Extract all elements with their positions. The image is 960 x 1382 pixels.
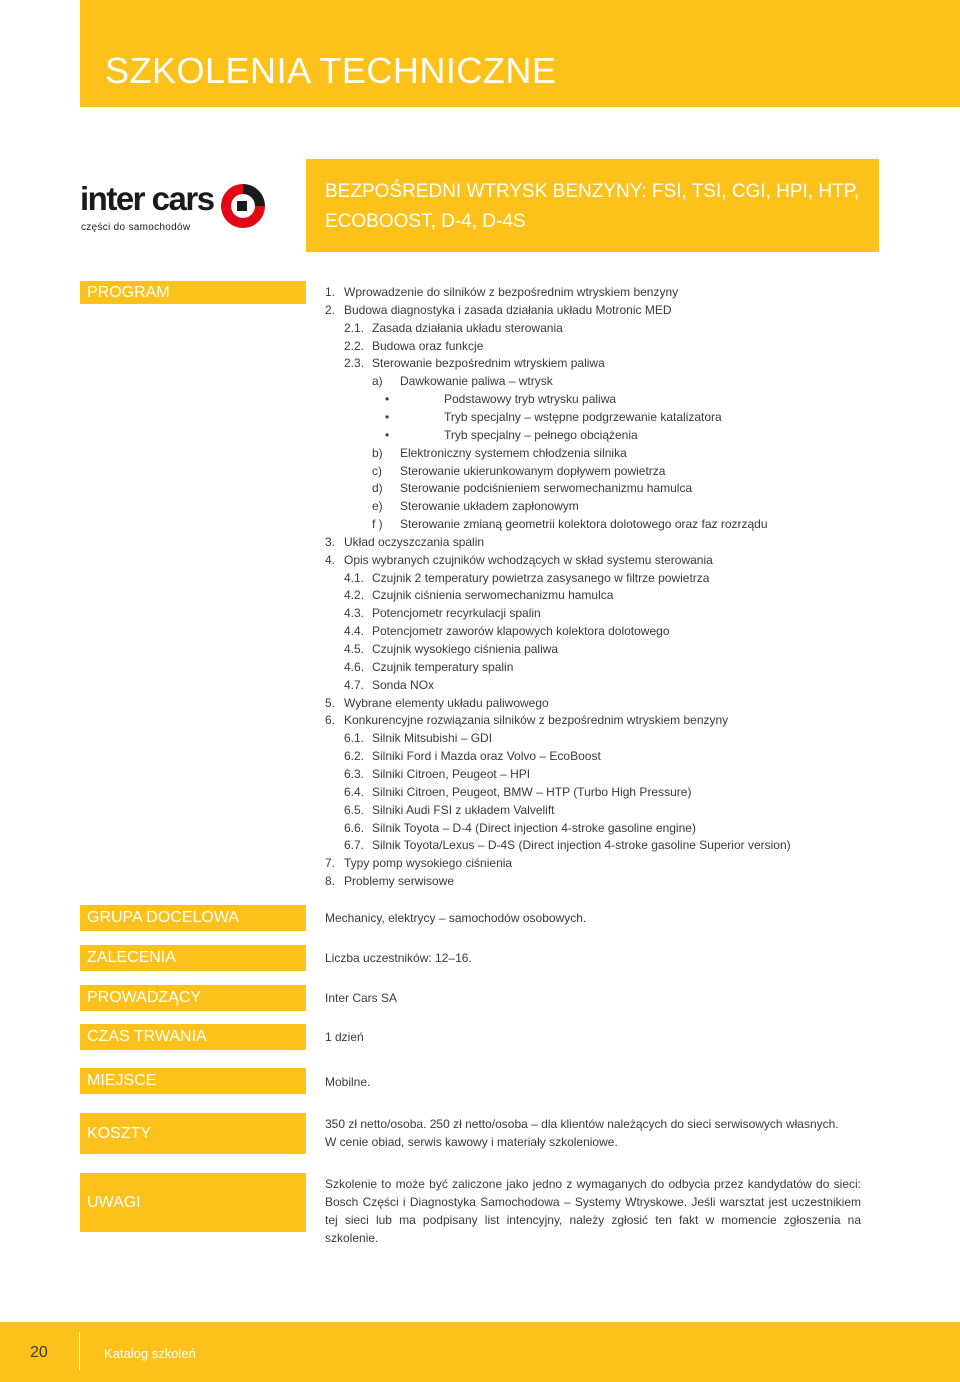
program-item-number: 8. xyxy=(325,874,336,888)
program-item-number: 6.3. xyxy=(344,767,365,781)
page-title: SZKOLENIA TECHNICZNE xyxy=(105,50,557,91)
program-item-text: Silniki Citroen, Peugeot, BMW – HTP (Turbo High Pressure) xyxy=(372,785,692,799)
footer-bar xyxy=(0,1322,960,1382)
program-item-text: Dawkowanie paliwa – wtrysk xyxy=(400,374,553,388)
label-czas-trwania: CZAS TRWANIA xyxy=(80,1024,306,1050)
label-koszty: KOSZTY xyxy=(80,1113,306,1154)
label-uwagi: UWAGI xyxy=(80,1173,306,1232)
program-item-number: a) xyxy=(372,374,383,388)
program-item-text: Silniki Citroen, Peugeot – HPI xyxy=(372,767,531,781)
program-item-number: 5. xyxy=(325,696,336,710)
program-item-text: Problemy serwisowe xyxy=(344,874,455,888)
program-item-text: Opis wybranych czujników wchodzących w skład systemu sterowania xyxy=(344,553,713,567)
program-item-text: Silniki Audi FSI z układem Valvelift xyxy=(372,803,555,817)
program-item-number: 6. xyxy=(325,713,336,727)
value-uwagi: Szkolenie to może być zaliczone jako jedno z wymaganych do odbycia przez kandydatów do sieci: Bosch Części i Diagnostyka Samochodowa – Systemy Wtryskowe. Jeśli warsztat jest uczestnikiem tej sieci lub ma podpisany list intencyjny, należy zgłosić ten fakt w momencie zgłoszenia na szkolenie. xyxy=(325,1177,861,1245)
course-title: BEZPOŚREDNI WTRYSK BENZYNY: FSI, TSI, CGI, HPI, HTP, ECOBOOST, D-4, D-4S xyxy=(325,181,860,232)
program-item-number: 2.2. xyxy=(344,339,365,353)
program-item-text: Silniki Ford i Mazda oraz Volvo – EcoBoost xyxy=(372,749,601,763)
program-item-number: • xyxy=(385,392,390,406)
program-item-text: Silnik Mitsubishi – GDI xyxy=(372,731,493,745)
program-item-text: Elektroniczny systemem chłodzenia silnika xyxy=(400,446,627,460)
program-item-number: 7. xyxy=(325,856,336,870)
page-number: 20 xyxy=(30,1344,48,1361)
program-item-number: 4.3. xyxy=(344,606,365,620)
logo-tagline: części do samochodów xyxy=(81,222,191,233)
value-koszty xyxy=(325,1115,865,1151)
program-item-number: 6.1. xyxy=(344,731,365,745)
program-item-number: 4.6. xyxy=(344,660,365,674)
program-item-number: 1. xyxy=(325,285,336,299)
program-item-text: Typy pomp wysokiego ciśnienia xyxy=(344,856,513,870)
program-item-text: Konkurencyjne rozwiązania silników z bezpośrednim wtryskiem benzyny xyxy=(344,713,729,727)
program-item-text: Budowa diagnostyka i zasada działania układu Motronic MED xyxy=(344,303,672,317)
program-item-number: 4.5. xyxy=(344,642,365,656)
program-item-text: Podstawowy tryb wtrysku paliwa xyxy=(444,392,617,406)
logo-wordmark: inter cars xyxy=(80,180,214,217)
program-item-text: Sterowanie ukierunkowanym dopływem powietrza xyxy=(400,464,666,478)
program-item-number: 6.5. xyxy=(344,803,365,817)
value-koszty-line-1: 350 zł netto/osoba. 250 zł netto/osoba – dla klientów należących do sieci serwisowych własnych. xyxy=(325,1117,839,1131)
program-item-text: Sterowanie podciśnieniem serwomechanizmu hamulca xyxy=(400,481,693,495)
program-item-text: Budowa oraz funkcje xyxy=(372,339,484,353)
program-item-text: Czujnik temperatury spalin xyxy=(372,660,514,674)
program-item-text: Sterowanie układem zapłonowym xyxy=(400,499,579,513)
program-item-number: 4.2. xyxy=(344,588,365,602)
program-item-text: Silnik Toyota – D-4 (Direct injection 4-stroke gasoline engine) xyxy=(372,821,696,835)
label-prowadzacy: PROWADZĄCY xyxy=(80,985,306,1011)
program-item-number: c) xyxy=(372,464,382,478)
value-koszty-line-2: W cenie obiad, serwis kawowy i materiały szkoleniowe. xyxy=(325,1135,618,1149)
program-item-text: Silnik Toyota/Lexus – D-4S (Direct injection 4-stroke gasoline Superior version) xyxy=(372,838,791,852)
value-miejsce: Mobilne. xyxy=(325,1075,371,1089)
program-item-text: Sterowanie zmianą geometrii kolektora dolotowego oraz faz rozrządu xyxy=(400,517,768,531)
catalog-name: Katalog szkoleń xyxy=(104,1346,196,1361)
program-item-number: • xyxy=(385,410,390,424)
value-grupa-docelowa: Mechanicy, elektrycy – samochodów osobowych. xyxy=(325,911,587,925)
label-program: PROGRAM xyxy=(80,281,306,304)
program-item-text: Zasada działania układu sterowania xyxy=(372,321,563,335)
program-item-number: 4.1. xyxy=(344,571,365,585)
program-item-text: Wprowadzenie do silników z bezpośrednim wtryskiem benzyny xyxy=(344,285,679,299)
program-item-number: b) xyxy=(372,446,383,460)
program-item-text: Sterowanie bezpośrednim wtryskiem paliwa xyxy=(372,356,605,370)
program-item-number: 6.4. xyxy=(344,785,365,799)
program-item-text: Czujnik wysokiego ciśnienia paliwa xyxy=(372,642,559,656)
program-item-text: Układ oczyszczania spalin xyxy=(344,535,485,549)
header-banner xyxy=(80,0,960,107)
program-item-number: e) xyxy=(372,499,383,513)
program-item-number: 4. xyxy=(325,553,336,567)
program-item-number: 6.6. xyxy=(344,821,365,835)
program-item-text: Potencjometr zaworów klapowych kolektora dolotowego xyxy=(372,624,670,638)
program-item-number: 6.2. xyxy=(344,749,365,763)
program-item-number: 4.7. xyxy=(344,678,365,692)
program-item-text: Tryb specjalny – pełnego obciążenia xyxy=(444,428,638,442)
value-zalecenia: Liczba uczestników: 12–16. xyxy=(325,951,472,965)
program-item-number: 2.3. xyxy=(344,356,365,370)
program-item-text: Tryb specjalny – wstępne podgrzewanie katalizatora xyxy=(444,410,722,424)
inter-cars-logo xyxy=(80,178,280,238)
program-item-number: 6.7. xyxy=(344,838,365,852)
program-item-number: 4.4. xyxy=(344,624,365,638)
program-item-number: f ) xyxy=(372,517,383,531)
label-miejsce: MIEJSCE xyxy=(80,1068,306,1094)
program-item-number: • xyxy=(385,428,390,442)
program-item-text: Potencjometr recyrkulacji spalin xyxy=(372,606,541,620)
program-item-number: 2.1. xyxy=(344,321,365,335)
program-item-number: 2. xyxy=(325,303,336,317)
value-prowadzacy: Inter Cars SA xyxy=(325,991,398,1005)
program-item-text: Czujnik 2 temperatury powietrza zasysanego w filtrze powietrza xyxy=(372,571,710,585)
logo-emblem-icon xyxy=(217,180,269,232)
footer-divider xyxy=(79,1332,80,1370)
program-item-text: Sonda NOx xyxy=(372,678,435,692)
program-item-number: d) xyxy=(372,481,383,495)
label-grupa-docelowa: GRUPA DOCELOWA xyxy=(80,905,306,931)
program-item-text: Czujnik ciśnienia serwomechanizmu hamulca xyxy=(372,588,614,602)
course-title-box xyxy=(306,159,879,252)
value-czas-trwania: 1 dzień xyxy=(325,1030,364,1044)
program-item-number: 3. xyxy=(325,535,336,549)
program-item-text: Wybrane elementy układu paliwowego xyxy=(344,696,549,710)
label-zalecenia: ZALECENIA xyxy=(80,945,306,971)
